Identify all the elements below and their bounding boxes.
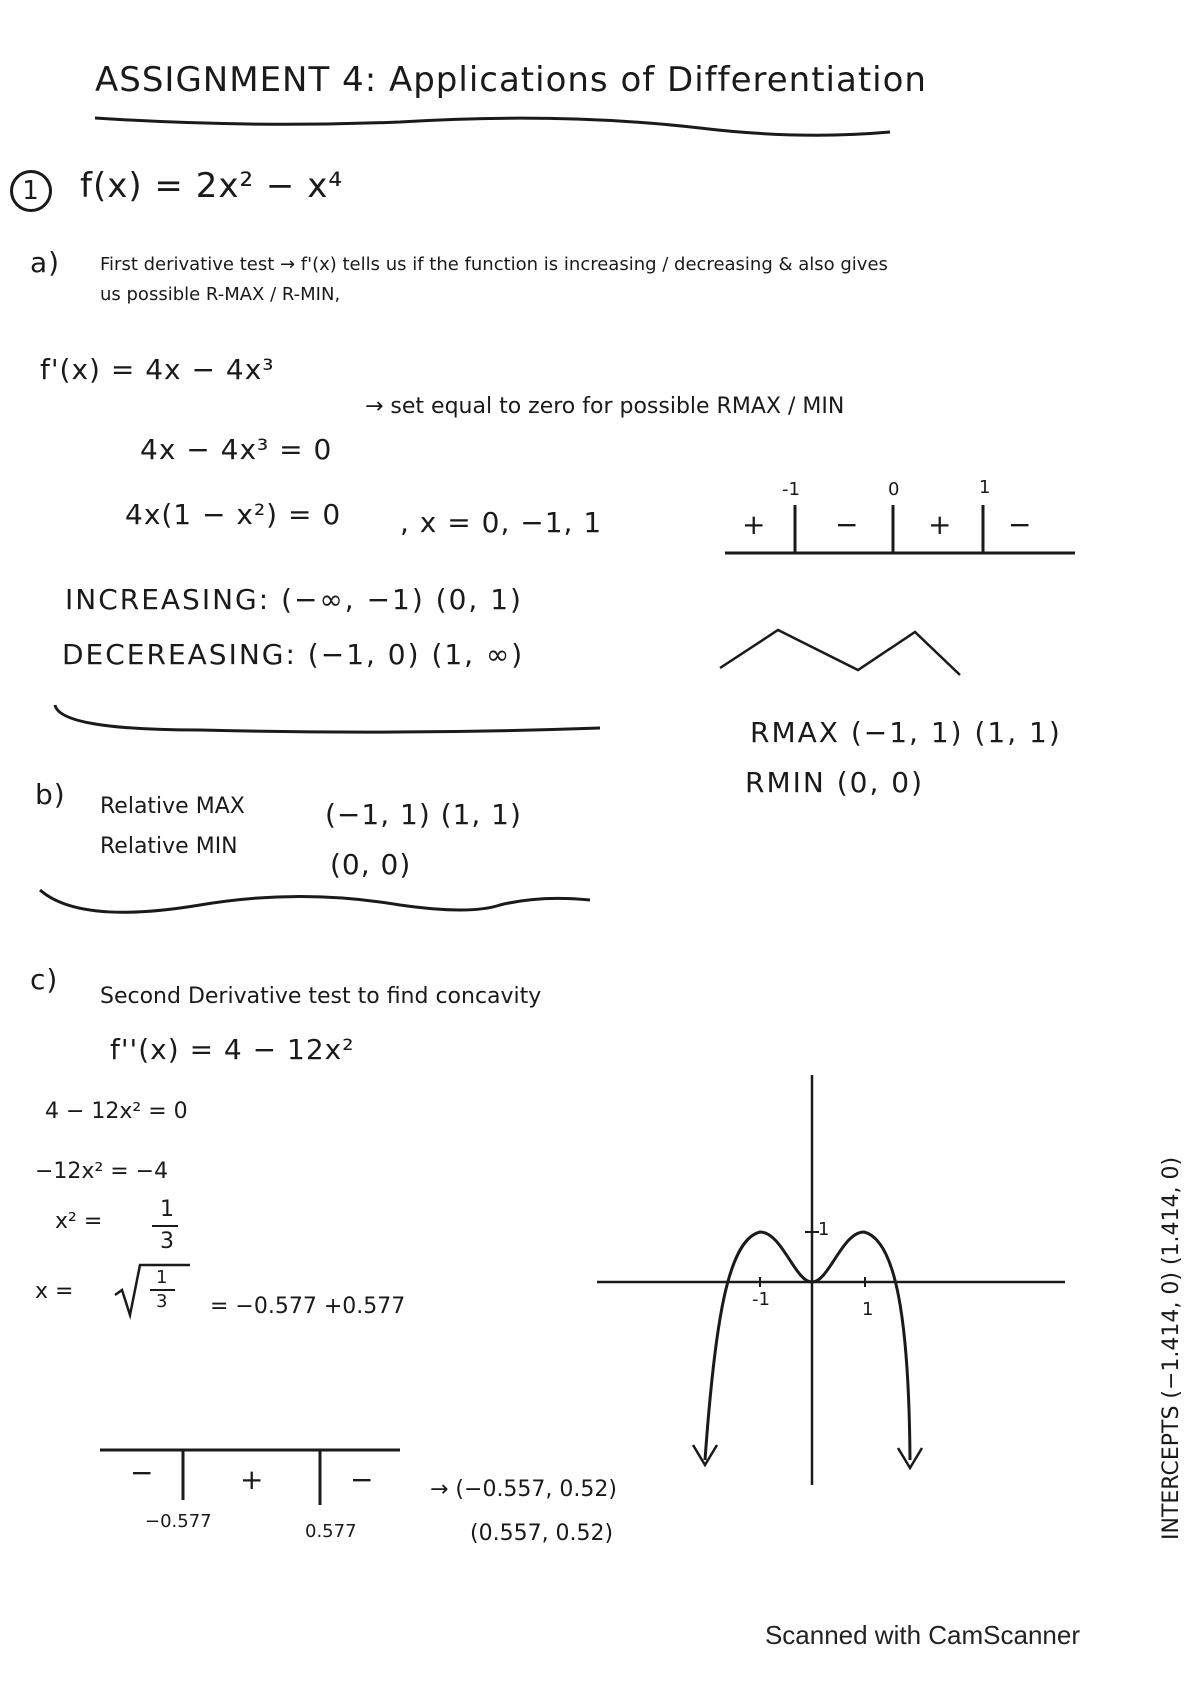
graph-y-tick-label: 1 — [818, 1219, 830, 1240]
function-definition: f(x) = 2x² − x⁴ — [80, 166, 343, 206]
sign-chart-sign-1: + — [742, 508, 767, 541]
concavity-step4-lhs: x = — [35, 1279, 74, 1304]
part-a-label: a) — [30, 246, 61, 279]
sign-chart-c-tick-neg: −0.577 — [145, 1511, 212, 1532]
footer — [0, 1575, 1200, 1698]
rmax-values: RMAX (−1, 1) (1, 1) — [750, 716, 1062, 749]
inflection-point-2: (0.557, 0.52) — [470, 1521, 614, 1546]
second-derivative: f''(x) = 4 − 12x² — [110, 1033, 355, 1066]
first-derivative: f'(x) = 4x − 4x³ — [40, 353, 275, 386]
sign-chart-sign-2: − — [835, 508, 860, 541]
sign-chart-c-tick-pos: 0.577 — [305, 1521, 357, 1542]
concavity-step4-rhs: = −0.577 +0.577 — [210, 1294, 406, 1319]
increasing-intervals: INCREASING: (−∞, −1) (0, 1) — [65, 583, 523, 616]
sign-chart-tick-neg1: -1 — [782, 479, 800, 500]
part-a-intro-line2: us possible R-MAX / R-MIN, — [100, 284, 341, 305]
inflection-point-1: → (−0.557, 0.52) — [430, 1477, 617, 1502]
graph-x-tick-1: 1 — [862, 1299, 874, 1320]
relative-min-value: (0, 0) — [330, 848, 412, 881]
question-number: 1 — [10, 170, 52, 212]
relative-max-value: (−1, 1) (1, 1) — [325, 798, 522, 831]
concavity-step1: 4 − 12x² = 0 — [45, 1099, 188, 1124]
intercepts-note: INTERCEPTS (−1.414, 0) (1.414, 0) — [1159, 1156, 1184, 1540]
graph-curve — [705, 1232, 910, 1460]
concavity-step3-den: 3 — [160, 1229, 174, 1254]
relative-max-label: Relative MAX — [100, 794, 245, 819]
sign-chart-sign-4: − — [1008, 508, 1033, 541]
part-c-label: c) — [30, 963, 59, 996]
sign-chart-c-sign-1: − — [130, 1456, 155, 1489]
sqrt-numerator: 1 — [156, 1267, 168, 1288]
critical-points: , x = 0, −1, 1 — [400, 506, 603, 539]
derivative-step2: 4x(1 − x²) = 0 — [125, 498, 342, 531]
assignment-title: ASSIGNMENT 4: Applications of Differentiation — [95, 60, 927, 100]
derivative-step1: 4x − 4x³ = 0 — [140, 433, 333, 466]
sign-chart-sign-3: + — [928, 508, 953, 541]
sign-chart-c-sign-2: + — [240, 1463, 265, 1496]
relative-min-label: Relative MIN — [100, 834, 238, 859]
sign-chart-tick-0: 0 — [888, 479, 900, 500]
concavity-step3-lhs: x² = — [55, 1209, 103, 1234]
concavity-step3-num: 1 — [160, 1197, 174, 1222]
graph-x-tick-neg1: -1 — [752, 1289, 770, 1310]
rmin-values: RMIN (0, 0) — [745, 766, 924, 799]
sign-chart-tick-1: 1 — [979, 477, 991, 498]
camscanner-watermark: Scanned with CamScanner — [764, 1620, 1080, 1650]
sign-chart-c-sign-3: − — [350, 1463, 375, 1496]
part-c-intro: Second Derivative test to find concavity — [100, 984, 542, 1009]
decreasing-intervals: DECEREASING: (−1, 0) (1, ∞) — [62, 638, 525, 671]
part-a-intro-line1: First derivative test → f'(x) tells us if the function is increasing / decreasing & also gives — [100, 254, 888, 275]
concavity-step2: −12x² = −4 — [35, 1159, 169, 1184]
sqrt-denominator: 3 — [156, 1291, 168, 1312]
set-equal-note: → set equal to zero for possible RMAX / MIN — [365, 394, 845, 419]
part-b-label: b) — [35, 778, 66, 811]
